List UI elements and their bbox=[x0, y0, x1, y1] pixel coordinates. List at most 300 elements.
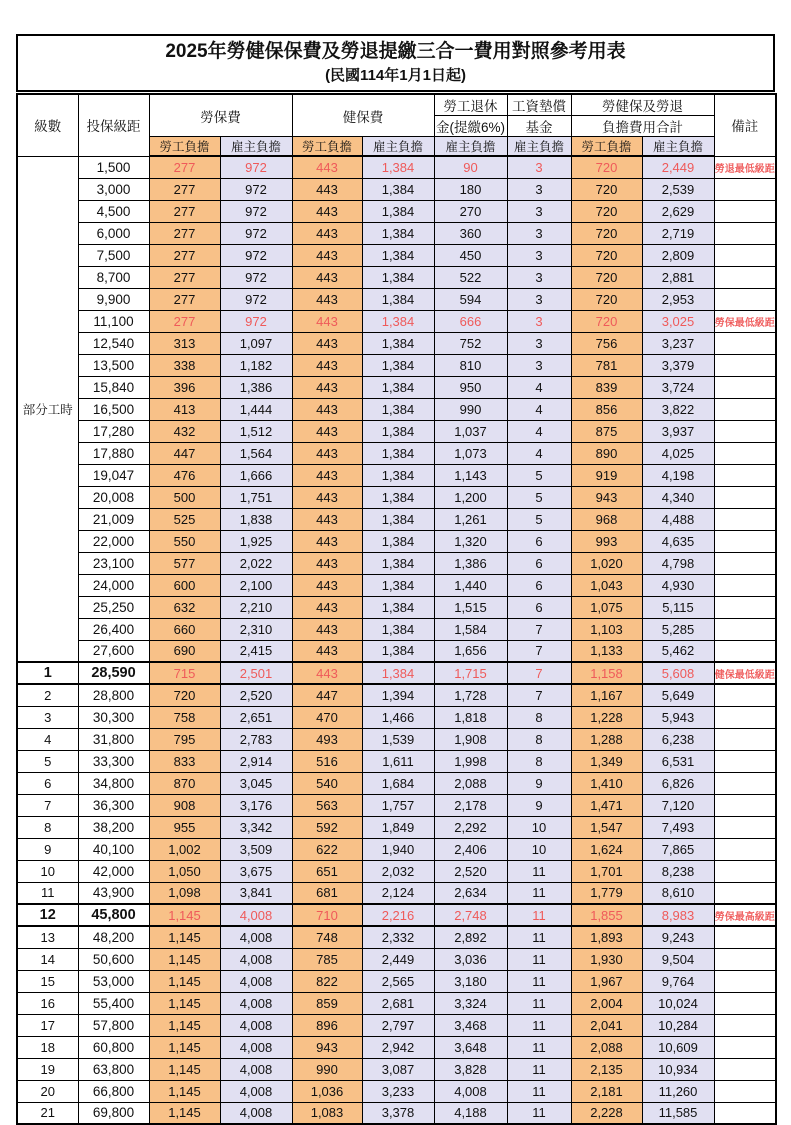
cell-pension-employer: 4,188 bbox=[434, 1102, 507, 1124]
cell-bracket: 69,800 bbox=[78, 1102, 149, 1124]
cell-fund-employer: 3 bbox=[507, 222, 571, 244]
cell-labor-employer: 3,342 bbox=[220, 816, 292, 838]
table-row bbox=[17, 332, 776, 354]
cell-health-employer: 1,384 bbox=[362, 222, 434, 244]
cell-remark bbox=[714, 574, 776, 596]
cell-total-employer: 8,238 bbox=[642, 860, 714, 882]
cell-fund-employer: 11 bbox=[507, 948, 571, 970]
cell-total-employee: 1,167 bbox=[571, 684, 642, 706]
cell-remark bbox=[714, 816, 776, 838]
cell-remark bbox=[714, 552, 776, 574]
cell-pension-employer: 180 bbox=[434, 178, 507, 200]
cell-labor-employer: 1,666 bbox=[220, 464, 292, 486]
cell-health-employee: 447 bbox=[292, 684, 362, 706]
cell-bracket: 22,000 bbox=[78, 530, 149, 552]
cell-labor-employer: 2,501 bbox=[220, 662, 292, 684]
cell-labor-employee: 1,098 bbox=[149, 882, 220, 904]
cell-labor-employee: 758 bbox=[149, 706, 220, 728]
cell-labor-employee: 277 bbox=[149, 156, 220, 178]
cell-labor-employer: 1,512 bbox=[220, 420, 292, 442]
cell-remark bbox=[714, 1058, 776, 1080]
cell-total-employee: 1,471 bbox=[571, 794, 642, 816]
cell-bracket: 24,000 bbox=[78, 574, 149, 596]
cell-labor-employer: 2,100 bbox=[220, 574, 292, 596]
cell-health-employee: 443 bbox=[292, 398, 362, 420]
table-row bbox=[17, 1102, 776, 1124]
cell-labor-employee: 1,145 bbox=[149, 992, 220, 1014]
cell-total-employee: 1,158 bbox=[571, 662, 642, 684]
cell-remark bbox=[714, 376, 776, 398]
cell-total-employer: 5,943 bbox=[642, 706, 714, 728]
cell-remark bbox=[714, 948, 776, 970]
cell-pension-employer: 3,828 bbox=[434, 1058, 507, 1080]
cell-level: 3 bbox=[17, 706, 78, 728]
cell-remark bbox=[714, 266, 776, 288]
cell-labor-employee: 833 bbox=[149, 750, 220, 772]
cell-bracket: 38,200 bbox=[78, 816, 149, 838]
cell-health-employer: 1,384 bbox=[362, 310, 434, 332]
cell-level: 4 bbox=[17, 728, 78, 750]
cell-total-employer: 3,379 bbox=[642, 354, 714, 376]
cell-total-employer: 7,120 bbox=[642, 794, 714, 816]
cell-bracket: 31,800 bbox=[78, 728, 149, 750]
cell-total-employer: 7,865 bbox=[642, 838, 714, 860]
cell-total-employee: 720 bbox=[571, 266, 642, 288]
cell-fund-employer: 6 bbox=[507, 552, 571, 574]
cell-labor-employee: 1,145 bbox=[149, 1102, 220, 1124]
cell-bracket: 11,100 bbox=[78, 310, 149, 332]
cell-total-employer: 5,608 bbox=[642, 662, 714, 684]
header-pension-line1: 勞工退休 bbox=[434, 94, 507, 116]
table-row bbox=[17, 200, 776, 222]
cell-total-employer: 2,629 bbox=[642, 200, 714, 222]
header-pension-line2: 金(提繳6%) bbox=[434, 116, 507, 137]
cell-level: 10 bbox=[17, 860, 78, 882]
cell-level: 9 bbox=[17, 838, 78, 860]
cell-bracket: 15,840 bbox=[78, 376, 149, 398]
cell-level: 18 bbox=[17, 1036, 78, 1058]
cell-fund-employer: 3 bbox=[507, 244, 571, 266]
cell-total-employer: 4,635 bbox=[642, 530, 714, 552]
cell-labor-employee: 1,145 bbox=[149, 904, 220, 926]
cell-labor-employee: 432 bbox=[149, 420, 220, 442]
cell-health-employer: 1,849 bbox=[362, 816, 434, 838]
header-health-employee-share: 勞工負擔 bbox=[292, 137, 362, 157]
cell-labor-employer: 972 bbox=[220, 178, 292, 200]
cell-remark bbox=[714, 970, 776, 992]
cell-total-employee: 1,288 bbox=[571, 728, 642, 750]
cell-labor-employer: 2,310 bbox=[220, 618, 292, 640]
table-row bbox=[17, 640, 776, 662]
cell-total-employee: 1,855 bbox=[571, 904, 642, 926]
cell-labor-employer: 2,783 bbox=[220, 728, 292, 750]
cell-bracket: 28,800 bbox=[78, 684, 149, 706]
cell-total-employer: 10,609 bbox=[642, 1036, 714, 1058]
cell-remark: 健保最低級距 bbox=[714, 662, 776, 684]
cell-pension-employer: 1,440 bbox=[434, 574, 507, 596]
cell-pension-employer: 810 bbox=[434, 354, 507, 376]
cell-labor-employee: 277 bbox=[149, 200, 220, 222]
cell-bracket: 21,009 bbox=[78, 508, 149, 530]
cell-total-employee: 1,930 bbox=[571, 948, 642, 970]
cell-health-employee: 990 bbox=[292, 1058, 362, 1080]
cell-labor-employer: 2,914 bbox=[220, 750, 292, 772]
cell-fund-employer: 4 bbox=[507, 420, 571, 442]
cell-pension-employer: 1,818 bbox=[434, 706, 507, 728]
cell-labor-employee: 413 bbox=[149, 398, 220, 420]
table-row bbox=[17, 1036, 776, 1058]
cell-labor-employee: 577 bbox=[149, 552, 220, 574]
cell-labor-employer: 2,520 bbox=[220, 684, 292, 706]
cell-labor-employer: 2,415 bbox=[220, 640, 292, 662]
cell-health-employer: 1,466 bbox=[362, 706, 434, 728]
cell-labor-employee: 1,145 bbox=[149, 1036, 220, 1058]
table-row bbox=[17, 794, 776, 816]
cell-labor-employer: 972 bbox=[220, 200, 292, 222]
cell-health-employer: 2,332 bbox=[362, 926, 434, 948]
cell-pension-employer: 522 bbox=[434, 266, 507, 288]
cell-bracket: 45,800 bbox=[78, 904, 149, 926]
cell-fund-employer: 5 bbox=[507, 464, 571, 486]
cell-pension-employer: 3,648 bbox=[434, 1036, 507, 1058]
cell-pension-employer: 950 bbox=[434, 376, 507, 398]
cell-health-employee: 443 bbox=[292, 288, 362, 310]
cell-labor-employer: 1,925 bbox=[220, 530, 292, 552]
cell-remark bbox=[714, 244, 776, 266]
cell-fund-employer: 4 bbox=[507, 442, 571, 464]
cell-health-employee: 443 bbox=[292, 464, 362, 486]
cell-total-employee: 2,135 bbox=[571, 1058, 642, 1080]
cell-labor-employee: 313 bbox=[149, 332, 220, 354]
cell-health-employer: 2,681 bbox=[362, 992, 434, 1014]
cell-total-employee: 875 bbox=[571, 420, 642, 442]
cell-fund-employer: 5 bbox=[507, 486, 571, 508]
header-health-insurance: 健保費 bbox=[292, 94, 434, 137]
cell-health-employee: 943 bbox=[292, 1036, 362, 1058]
cell-labor-employee: 277 bbox=[149, 244, 220, 266]
cell-fund-employer: 11 bbox=[507, 992, 571, 1014]
cell-bracket: 25,250 bbox=[78, 596, 149, 618]
cell-health-employer: 1,384 bbox=[362, 552, 434, 574]
table-row bbox=[17, 288, 776, 310]
cell-fund-employer: 11 bbox=[507, 904, 571, 926]
cell-total-employer: 2,719 bbox=[642, 222, 714, 244]
cell-health-employer: 1,611 bbox=[362, 750, 434, 772]
cell-total-employee: 968 bbox=[571, 508, 642, 530]
cell-pension-employer: 2,634 bbox=[434, 882, 507, 904]
cell-fund-employer: 11 bbox=[507, 1014, 571, 1036]
cell-labor-employer: 1,386 bbox=[220, 376, 292, 398]
cell-fund-employer: 4 bbox=[507, 398, 571, 420]
cell-level: 13 bbox=[17, 926, 78, 948]
cell-labor-employer: 4,008 bbox=[220, 948, 292, 970]
cell-fund-employer: 10 bbox=[507, 816, 571, 838]
cell-health-employer: 1,384 bbox=[362, 596, 434, 618]
cell-remark bbox=[714, 1036, 776, 1058]
cell-health-employee: 443 bbox=[292, 178, 362, 200]
cell-remark bbox=[714, 200, 776, 222]
cell-total-employer: 6,238 bbox=[642, 728, 714, 750]
cell-labor-employer: 4,008 bbox=[220, 1036, 292, 1058]
cell-total-employee: 2,181 bbox=[571, 1080, 642, 1102]
cell-total-employee: 1,893 bbox=[571, 926, 642, 948]
cell-remark bbox=[714, 860, 776, 882]
table-row bbox=[17, 178, 776, 200]
cell-fund-employer: 7 bbox=[507, 684, 571, 706]
cell-fund-employer: 11 bbox=[507, 860, 571, 882]
cell-health-employer: 1,384 bbox=[362, 398, 434, 420]
cell-health-employer: 2,124 bbox=[362, 882, 434, 904]
cell-remark bbox=[714, 464, 776, 486]
table-row bbox=[17, 662, 776, 684]
cell-level: 11 bbox=[17, 882, 78, 904]
header-wage-fund-line2: 基金 bbox=[507, 116, 571, 137]
cell-labor-employee: 955 bbox=[149, 816, 220, 838]
cell-level: 14 bbox=[17, 948, 78, 970]
cell-labor-employer: 972 bbox=[220, 288, 292, 310]
header-labor-employer-share: 雇主負擔 bbox=[220, 137, 292, 157]
cell-remark bbox=[714, 926, 776, 948]
cell-health-employee: 651 bbox=[292, 860, 362, 882]
cell-total-employee: 1,228 bbox=[571, 706, 642, 728]
cell-labor-employer: 1,444 bbox=[220, 398, 292, 420]
header-total-employer-share: 雇主負擔 bbox=[642, 137, 714, 157]
cell-fund-employer: 11 bbox=[507, 1080, 571, 1102]
cell-health-employer: 1,539 bbox=[362, 728, 434, 750]
cell-total-employer: 2,953 bbox=[642, 288, 714, 310]
cell-labor-employee: 1,145 bbox=[149, 948, 220, 970]
page-subtitle: (民國114年1月1日起) bbox=[325, 67, 466, 84]
cell-total-employee: 1,020 bbox=[571, 552, 642, 574]
cell-health-employee: 443 bbox=[292, 200, 362, 222]
cell-labor-employee: 338 bbox=[149, 354, 220, 376]
cell-labor-employer: 4,008 bbox=[220, 1102, 292, 1124]
cell-health-employer: 1,384 bbox=[362, 618, 434, 640]
cell-health-employee: 516 bbox=[292, 750, 362, 772]
table-row bbox=[17, 486, 776, 508]
cell-labor-employer: 4,008 bbox=[220, 992, 292, 1014]
cell-total-employer: 5,285 bbox=[642, 618, 714, 640]
cell-labor-employee: 277 bbox=[149, 178, 220, 200]
table-row bbox=[17, 354, 776, 376]
cell-labor-employee: 1,145 bbox=[149, 926, 220, 948]
cell-health-employer: 1,384 bbox=[362, 662, 434, 684]
table-row bbox=[17, 750, 776, 772]
cell-health-employee: 443 bbox=[292, 574, 362, 596]
cell-remark bbox=[714, 640, 776, 662]
table-row bbox=[17, 992, 776, 1014]
cell-remark bbox=[714, 596, 776, 618]
cell-bracket: 63,800 bbox=[78, 1058, 149, 1080]
cell-bracket: 23,100 bbox=[78, 552, 149, 574]
cell-bracket: 50,600 bbox=[78, 948, 149, 970]
cell-health-employee: 443 bbox=[292, 508, 362, 530]
cell-total-employee: 2,041 bbox=[571, 1014, 642, 1036]
cell-total-employer: 3,237 bbox=[642, 332, 714, 354]
cell-health-employee: 443 bbox=[292, 442, 362, 464]
cell-pension-employer: 90 bbox=[434, 156, 507, 178]
cell-health-employee: 681 bbox=[292, 882, 362, 904]
cell-health-employer: 1,384 bbox=[362, 376, 434, 398]
cell-health-employee: 470 bbox=[292, 706, 362, 728]
cell-total-employee: 1,410 bbox=[571, 772, 642, 794]
cell-health-employee: 443 bbox=[292, 244, 362, 266]
cell-health-employee: 443 bbox=[292, 310, 362, 332]
cell-total-employee: 2,088 bbox=[571, 1036, 642, 1058]
cell-health-employee: 443 bbox=[292, 486, 362, 508]
table-row bbox=[17, 1058, 776, 1080]
page-title: 2025年勞健保保費及勞退提繳三合一費用對照參考用表 bbox=[165, 41, 626, 62]
cell-pension-employer: 1,728 bbox=[434, 684, 507, 706]
cell-total-employee: 943 bbox=[571, 486, 642, 508]
cell-health-employee: 896 bbox=[292, 1014, 362, 1036]
cell-remark bbox=[714, 728, 776, 750]
header-total-line2: 負擔費用合計 bbox=[571, 116, 714, 137]
cell-total-employer: 3,025 bbox=[642, 310, 714, 332]
cell-remark bbox=[714, 838, 776, 860]
cell-total-employer: 9,764 bbox=[642, 970, 714, 992]
cell-labor-employee: 277 bbox=[149, 266, 220, 288]
cell-bracket: 12,540 bbox=[78, 332, 149, 354]
cell-fund-employer: 3 bbox=[507, 200, 571, 222]
cell-total-employee: 720 bbox=[571, 310, 642, 332]
cell-health-employee: 443 bbox=[292, 354, 362, 376]
cell-labor-employer: 1,751 bbox=[220, 486, 292, 508]
cell-bracket: 60,800 bbox=[78, 1036, 149, 1058]
cell-remark bbox=[714, 772, 776, 794]
cell-fund-employer: 11 bbox=[507, 1036, 571, 1058]
cell-remark bbox=[714, 420, 776, 442]
cell-health-employee: 622 bbox=[292, 838, 362, 860]
cell-health-employer: 1,384 bbox=[362, 156, 434, 178]
table-row bbox=[17, 706, 776, 728]
header-total-employee-share: 勞工負擔 bbox=[571, 137, 642, 157]
cell-total-employer: 3,724 bbox=[642, 376, 714, 398]
header-total-line1: 勞健保及勞退 bbox=[571, 94, 714, 116]
cell-bracket: 1,500 bbox=[78, 156, 149, 178]
cell-health-employer: 1,384 bbox=[362, 486, 434, 508]
header-fund-employer-share: 雇主負擔 bbox=[507, 137, 571, 157]
cell-labor-employee: 690 bbox=[149, 640, 220, 662]
cell-pension-employer: 990 bbox=[434, 398, 507, 420]
cell-pension-employer: 4,008 bbox=[434, 1080, 507, 1102]
cell-labor-employee: 447 bbox=[149, 442, 220, 464]
cell-bracket: 28,590 bbox=[78, 662, 149, 684]
header-remark: 備註 bbox=[714, 94, 776, 156]
header-wage-fund-line1: 工資墊償 bbox=[507, 94, 571, 116]
cell-remark bbox=[714, 530, 776, 552]
cell-health-employer: 1,384 bbox=[362, 178, 434, 200]
cell-bracket: 48,200 bbox=[78, 926, 149, 948]
table-row bbox=[17, 266, 776, 288]
table-row bbox=[17, 816, 776, 838]
cell-labor-employee: 870 bbox=[149, 772, 220, 794]
cell-pension-employer: 3,468 bbox=[434, 1014, 507, 1036]
table-body bbox=[17, 156, 776, 1124]
cell-bracket: 53,000 bbox=[78, 970, 149, 992]
cell-total-employee: 720 bbox=[571, 200, 642, 222]
cell-health-employer: 1,757 bbox=[362, 794, 434, 816]
cell-bracket: 8,700 bbox=[78, 266, 149, 288]
cell-total-employee: 1,779 bbox=[571, 882, 642, 904]
cell-total-employer: 4,930 bbox=[642, 574, 714, 596]
cell-bracket: 16,500 bbox=[78, 398, 149, 420]
cell-bracket: 4,500 bbox=[78, 200, 149, 222]
cell-health-employee: 443 bbox=[292, 420, 362, 442]
table-row bbox=[17, 838, 776, 860]
cell-bracket: 17,280 bbox=[78, 420, 149, 442]
cell-level: 5 bbox=[17, 750, 78, 772]
table-row bbox=[17, 376, 776, 398]
cell-total-employee: 1,701 bbox=[571, 860, 642, 882]
table-row bbox=[17, 1014, 776, 1036]
cell-health-employer: 3,378 bbox=[362, 1102, 434, 1124]
cell-health-employee: 540 bbox=[292, 772, 362, 794]
cell-level: 19 bbox=[17, 1058, 78, 1080]
cell-pension-employer: 1,143 bbox=[434, 464, 507, 486]
cell-fund-employer: 6 bbox=[507, 596, 571, 618]
cell-remark bbox=[714, 288, 776, 310]
table-row bbox=[17, 618, 776, 640]
cell-labor-employer: 4,008 bbox=[220, 1014, 292, 1036]
cell-remark bbox=[714, 750, 776, 772]
cell-total-employee: 720 bbox=[571, 156, 642, 178]
cell-fund-employer: 6 bbox=[507, 574, 571, 596]
header-bracket: 投保級距 bbox=[78, 94, 149, 156]
cell-bracket: 20,008 bbox=[78, 486, 149, 508]
cell-health-employer: 1,940 bbox=[362, 838, 434, 860]
table-row bbox=[17, 530, 776, 552]
table-row bbox=[17, 508, 776, 530]
cell-labor-employer: 1,564 bbox=[220, 442, 292, 464]
cell-fund-employer: 7 bbox=[507, 618, 571, 640]
cell-pension-employer: 1,037 bbox=[434, 420, 507, 442]
cell-total-employee: 1,133 bbox=[571, 640, 642, 662]
cell-fund-employer: 7 bbox=[507, 662, 571, 684]
cell-bracket: 7,500 bbox=[78, 244, 149, 266]
cell-bracket: 30,300 bbox=[78, 706, 149, 728]
header-level: 級數 bbox=[17, 94, 78, 156]
cell-remark bbox=[714, 882, 776, 904]
cell-labor-employee: 525 bbox=[149, 508, 220, 530]
cell-pension-employer: 1,073 bbox=[434, 442, 507, 464]
cell-total-employee: 1,103 bbox=[571, 618, 642, 640]
cell-health-employer: 1,384 bbox=[362, 442, 434, 464]
cell-health-employer: 1,384 bbox=[362, 288, 434, 310]
cell-labor-employee: 1,145 bbox=[149, 1014, 220, 1036]
cell-labor-employer: 972 bbox=[220, 310, 292, 332]
table-row bbox=[17, 926, 776, 948]
cell-health-employee: 443 bbox=[292, 662, 362, 684]
cell-total-employee: 890 bbox=[571, 442, 642, 464]
table-row bbox=[17, 596, 776, 618]
cell-remark bbox=[714, 794, 776, 816]
cell-health-employee: 1,036 bbox=[292, 1080, 362, 1102]
cell-level: 8 bbox=[17, 816, 78, 838]
cell-labor-employee: 277 bbox=[149, 222, 220, 244]
cell-total-employee: 856 bbox=[571, 398, 642, 420]
cell-fund-employer: 9 bbox=[507, 794, 571, 816]
cell-health-employer: 3,087 bbox=[362, 1058, 434, 1080]
cell-health-employee: 443 bbox=[292, 222, 362, 244]
cell-bracket: 26,400 bbox=[78, 618, 149, 640]
cell-pension-employer: 2,292 bbox=[434, 816, 507, 838]
cell-fund-employer: 3 bbox=[507, 266, 571, 288]
cell-pension-employer: 1,715 bbox=[434, 662, 507, 684]
cell-pension-employer: 1,998 bbox=[434, 750, 507, 772]
cell-health-employer: 1,384 bbox=[362, 332, 434, 354]
cell-health-employee: 592 bbox=[292, 816, 362, 838]
